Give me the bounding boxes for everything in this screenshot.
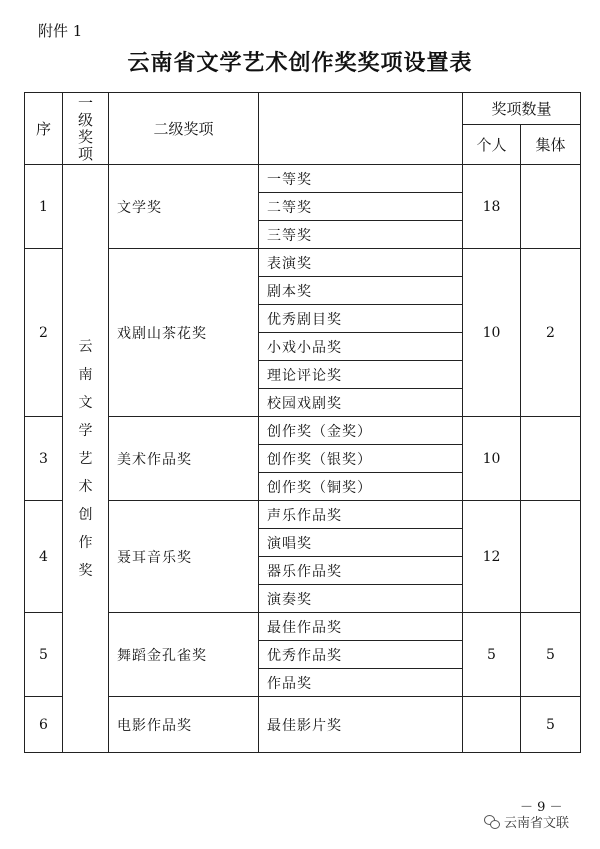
watermark <box>484 812 569 831</box>
awards-table <box>24 92 581 753</box>
level1-char: 作 <box>78 534 93 551</box>
row-seq: 1 <box>25 165 63 249</box>
level1-char: 艺 <box>78 450 93 467</box>
header-individual: 个人 <box>463 125 521 165</box>
header-level1-char: 项 <box>77 144 93 163</box>
header-blank <box>259 93 463 165</box>
award-item: 最佳影片奖 <box>259 697 463 753</box>
row-collective-count <box>521 417 581 501</box>
level1-char: 文 <box>78 394 93 411</box>
award-item: 创作奖（银奖） <box>259 445 463 473</box>
level1-char: 南 <box>78 366 93 383</box>
row-individual-count: 10 <box>463 249 521 417</box>
award-item: 声乐作品奖 <box>259 501 463 529</box>
award-item: 演唱奖 <box>259 529 463 557</box>
award-item: 演奏奖 <box>259 585 463 613</box>
row-individual-count: 10 <box>463 417 521 501</box>
award-item: 三等奖 <box>259 221 463 249</box>
header-level1 <box>63 93 109 165</box>
award-item: 表演奖 <box>259 249 463 277</box>
award-item: 优秀剧目奖 <box>259 305 463 333</box>
row-seq: 3 <box>25 417 63 501</box>
award-item: 剧本奖 <box>259 277 463 305</box>
award-item: 小戏小品奖 <box>259 333 463 361</box>
row-seq: 6 <box>25 697 63 753</box>
header-level1-char: 奖 <box>77 127 93 146</box>
header-seq: 序 <box>25 93 63 165</box>
row-collective-count: 2 <box>521 249 581 417</box>
header-collective: 集体 <box>521 125 581 165</box>
level1-char: 术 <box>78 478 93 495</box>
row-category: 舞蹈金孔雀奖 <box>109 613 259 697</box>
level1-char: 学 <box>78 422 93 439</box>
row-seq: 2 <box>25 249 63 417</box>
level1-char: 奖 <box>78 562 93 579</box>
award-item: 器乐作品奖 <box>259 557 463 585</box>
level1-award-name <box>63 165 109 753</box>
award-item: 优秀作品奖 <box>259 641 463 669</box>
row-individual-count: 18 <box>463 165 521 249</box>
award-item: 创作奖（金奖） <box>259 417 463 445</box>
award-item: 一等奖 <box>259 165 463 193</box>
award-item: 理论评论奖 <box>259 361 463 389</box>
award-item: 创作奖（铜奖） <box>259 473 463 501</box>
row-category: 聂耳音乐奖 <box>109 501 259 613</box>
header-level1-char: 一 <box>77 93 93 112</box>
award-item: 校园戏剧奖 <box>259 389 463 417</box>
row-individual-count: 12 <box>463 501 521 613</box>
row-category: 电影作品奖 <box>109 697 259 753</box>
level1-char: 云 <box>78 338 93 355</box>
level1-char: 创 <box>78 506 93 523</box>
row-individual-count: 5 <box>463 613 521 697</box>
page-number: － 9 － <box>520 800 563 815</box>
row-collective-count: 5 <box>521 697 581 753</box>
attachment-label: 附件 1 <box>38 22 83 40</box>
award-item: 最佳作品奖 <box>259 613 463 641</box>
row-seq: 5 <box>25 613 63 697</box>
row-seq: 4 <box>25 501 63 613</box>
page-title: 云南省文学艺术创作奖奖项设置表 <box>127 51 473 76</box>
row-collective-count <box>521 501 581 613</box>
header-count: 奖项数量 <box>463 93 581 125</box>
header-level1-char: 级 <box>77 110 93 129</box>
row-collective-count: 5 <box>521 613 581 697</box>
row-individual-count <box>463 697 521 753</box>
award-item: 二等奖 <box>259 193 463 221</box>
watermark-text: 云南省文联 <box>504 816 570 831</box>
header-level2: 二级奖项 <box>109 93 259 165</box>
wechat-icon <box>484 815 500 829</box>
row-collective-count <box>521 165 581 249</box>
row-category: 美术作品奖 <box>109 417 259 501</box>
award-item: 作品奖 <box>259 669 463 697</box>
row-category: 文学奖 <box>109 165 259 249</box>
row-category: 戏剧山茶花奖 <box>109 249 259 417</box>
